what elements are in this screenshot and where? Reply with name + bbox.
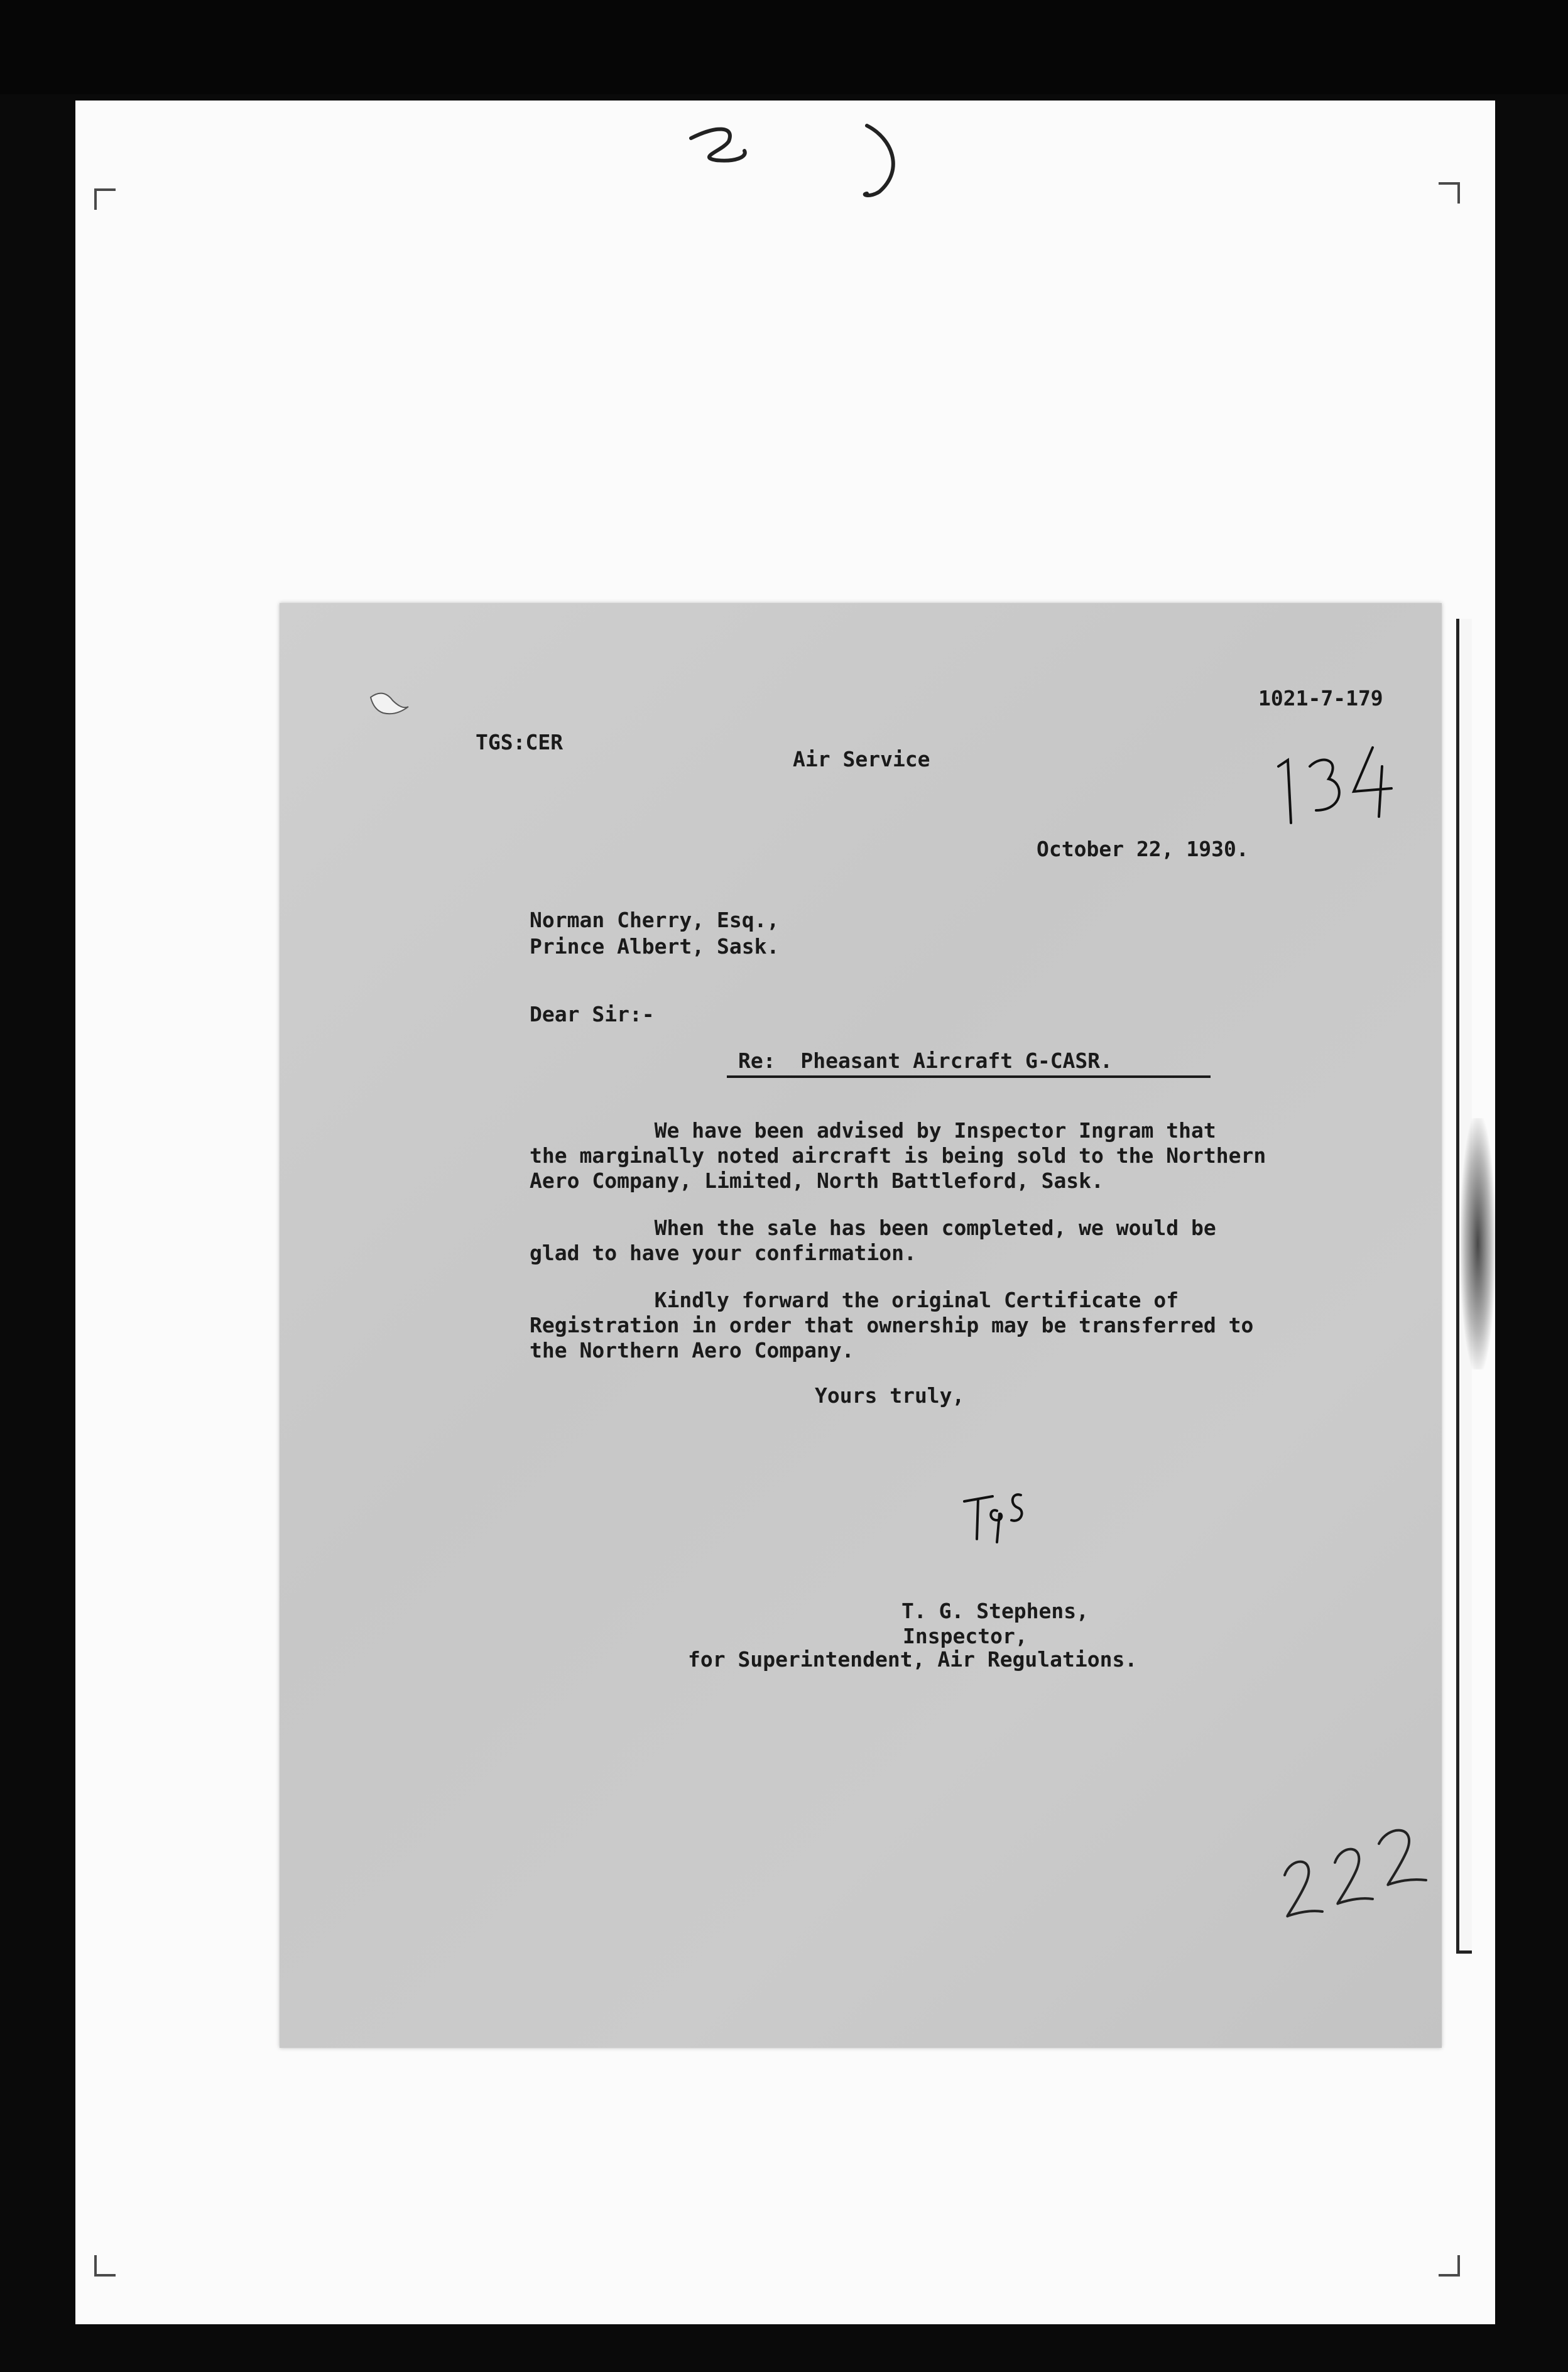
handwritten-archive-number	[1272, 1819, 1435, 1925]
letter-date: October 22, 1930.	[1037, 837, 1249, 861]
file-reference-number: 1021-7-179	[1258, 686, 1383, 710]
recipient-name: Norman Cherry, Esq.,	[530, 908, 780, 932]
crop-mark-top-left	[94, 188, 116, 210]
punch-hole-mark	[364, 685, 415, 722]
typist-initials: TGS:CER	[476, 730, 564, 754]
handwritten-signature-initials	[958, 1482, 1033, 1552]
signatory-role: for Superintendent, Air Regulations.	[688, 1647, 1138, 1672]
subject-line: Re: Pheasant Aircraft G-CASR.	[738, 1048, 1113, 1073]
subject-underline	[727, 1075, 1211, 1078]
salutation: Dear Sir:-	[530, 1002, 655, 1026]
closing: Yours truly,	[815, 1383, 965, 1408]
top-pencil-mark	[678, 113, 942, 207]
typed-letter	[280, 603, 1442, 2048]
body-paragraph: Kindly forward the original Certificate of Registration in order that ownership may be transferred to the Northern Aero Company.	[530, 1288, 1254, 1363]
ink-smudge	[1461, 1118, 1495, 1369]
handwritten-page-number	[1266, 735, 1404, 835]
recipient-location: Prince Albert, Sask.	[530, 934, 780, 959]
signatory-name: T. G. Stephens,	[901, 1599, 1089, 1623]
department-heading: Air Service	[793, 747, 930, 771]
crop-mark-bottom-right	[1439, 2255, 1460, 2277]
crop-mark-top-right	[1439, 182, 1460, 204]
body-paragraph: We have been advised by Inspector Ingram that the marginally noted aircraft is being sold to the Northern Aero Company, Limited, North Battleford, Sask.	[530, 1118, 1266, 1193]
film-edge	[0, 0, 1568, 94]
body-paragraph: When the sale has been completed, we would be glad to have your confirmation.	[530, 1216, 1216, 1265]
signatory-title: Inspector,	[903, 1624, 1028, 1648]
crop-mark-bottom-left	[94, 2255, 116, 2277]
